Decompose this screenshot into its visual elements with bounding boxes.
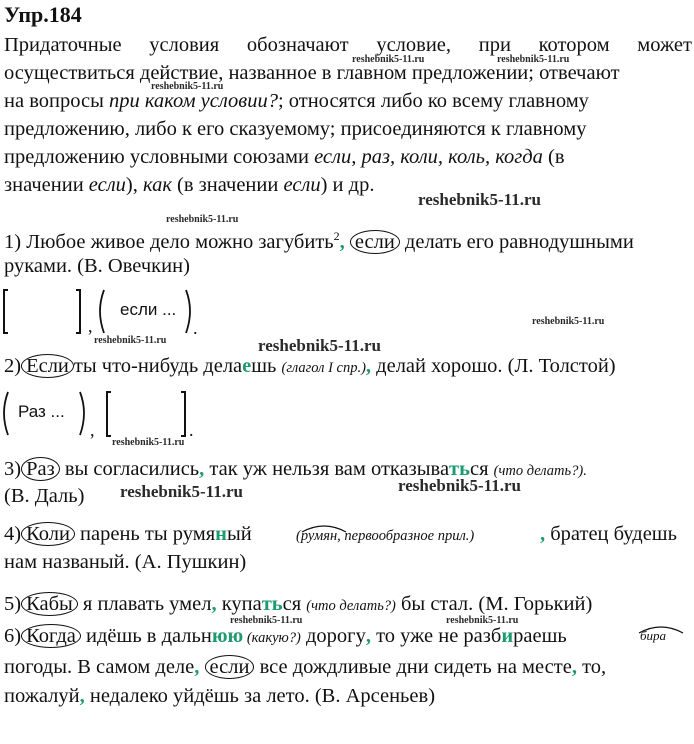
intro-word: Придаточные	[4, 34, 122, 56]
watermark: reshebnik5-11.ru	[258, 336, 381, 355]
root-word: бира	[640, 628, 667, 643]
sentence-4-tail	[540, 522, 677, 546]
text: значении	[4, 174, 89, 196]
text: ся	[282, 593, 307, 615]
highlight-letters: ть	[449, 458, 470, 480]
watermark: reshebnik5-11.ru	[398, 476, 521, 495]
exercise-title: Упр.184	[4, 2, 82, 27]
scheme-comma: ,	[90, 420, 95, 440]
text: все дождливые дни сидеть на месте	[254, 656, 572, 678]
scheme-2-clause: Раз ...	[18, 402, 65, 421]
text: 1) Любое живое дело можно загубить	[4, 230, 334, 253]
italic: если	[88, 174, 126, 196]
watermark: reshebnik5-11.ru	[120, 482, 243, 501]
root-note: (румян , первообразное прил.)	[296, 528, 474, 545]
text: шь	[251, 355, 282, 377]
grammar-note: (что делать?)	[306, 598, 396, 614]
watermark: reshebnik5-11.ru	[230, 615, 303, 626]
highlight-letter: н	[215, 523, 227, 545]
circled-conjunction: если	[350, 230, 400, 254]
root-word: румян	[300, 528, 338, 544]
grammar-note: , первообразное прил.)	[337, 528, 475, 544]
intro-line-4: предложению, либо к его сказуемому; присоединяются к главному	[4, 118, 587, 140]
comma-mark: ,	[540, 523, 546, 545]
text: предложению условными союзами	[4, 146, 315, 168]
sentence-6	[4, 624, 567, 650]
text: (в	[542, 146, 565, 168]
text: я плавать умел	[77, 593, 212, 615]
text: вы согласились	[59, 458, 200, 480]
watermark: reshebnik5-11.ru	[166, 214, 239, 225]
root-mark	[301, 528, 337, 544]
scheme-1-clause: если ...	[120, 300, 177, 319]
num: 6)	[4, 625, 22, 647]
circled-conjunction: Коли	[21, 522, 75, 546]
intro-word: обозначают	[246, 34, 349, 56]
intro-word: может	[637, 34, 692, 56]
watermark: reshebnik5-11.ru	[151, 81, 224, 92]
highlight-letter: е	[242, 355, 252, 377]
question-italic: при каком условии?	[108, 90, 278, 112]
sentence-2	[4, 354, 616, 380]
text: бы стал. (М. Горький)	[395, 593, 593, 615]
root-arc-icon	[301, 524, 347, 532]
text: недалеко уйдёшь за лето. (В. Арсеньев)	[84, 685, 436, 707]
grammar-note: (что делать?).	[493, 463, 587, 479]
root-note-2	[640, 628, 666, 644]
sentence-6-line-2	[4, 655, 606, 679]
text: купа	[216, 593, 262, 615]
text: ; относятся либо ко всему главному	[277, 90, 589, 112]
sentence-1-cont: руками. (В. Овечкин)	[4, 255, 190, 277]
comma-mark: ,	[365, 625, 371, 647]
text: идёшь в дальн	[80, 625, 212, 647]
text: делай хорошо. (Л. Толстой)	[371, 355, 616, 377]
italic: если	[283, 174, 321, 196]
scheme-comma: ,	[88, 316, 93, 336]
scheme-dot: .	[189, 420, 194, 440]
highlight-letter: и	[501, 625, 514, 647]
text: дорогу	[300, 625, 366, 647]
grammar-note: (какую?)	[243, 630, 301, 646]
text: ты что-нибудь дела	[73, 355, 243, 377]
circled-conjunction: Если	[21, 354, 74, 378]
highlight-letters: юю	[211, 625, 244, 647]
circled-conjunction: Раз	[21, 457, 60, 481]
highlight-letters: ть	[261, 593, 283, 615]
intro-word: при	[478, 34, 511, 56]
watermark: reshebnik5-11.ru	[532, 316, 605, 327]
comma-mark: ,	[339, 230, 345, 253]
num: 4)	[4, 523, 22, 545]
intro-line-2: осуществиться действие, названное в главном предложении; отвечают	[4, 62, 620, 84]
intro-word: условия	[149, 34, 220, 56]
text: братец будешь	[550, 523, 677, 545]
circled-conjunction: если	[205, 655, 255, 679]
text: пожалуй	[4, 685, 80, 707]
watermark: reshebnik5-11.ru	[94, 335, 167, 346]
text: парень ты румя	[74, 523, 216, 545]
watermark: reshebnik5-11.ru	[352, 54, 425, 65]
watermark: reshebnik5-11.ru	[418, 190, 541, 209]
circled-conjunction: Когда	[21, 624, 81, 648]
grammar-note: (глагол I спр.)	[281, 360, 366, 376]
footnote: 2	[333, 229, 340, 243]
num: 3)	[4, 458, 22, 480]
watermark: reshebnik5-11.ru	[497, 54, 570, 65]
conjunctions-italic: если, раз, коли, коль, когда	[314, 146, 543, 168]
italic: как	[143, 174, 172, 196]
watermark: reshebnik5-11.ru	[446, 615, 519, 626]
sentence-3-cont: (В. Даль)	[4, 485, 85, 507]
comma-mark: ,	[365, 355, 372, 377]
text: ) и др.	[320, 174, 375, 196]
sentence-4-cont: нам названый. (А. Пушкин)	[4, 551, 247, 573]
sentence-4	[4, 522, 252, 546]
text: то,	[576, 656, 607, 678]
watermark: reshebnik5-11.ru	[112, 437, 185, 448]
text: ),	[125, 174, 143, 196]
comma-mark: ,	[194, 656, 200, 678]
root-arc-icon	[638, 625, 684, 633]
text: так уж нельзя вам отказыва	[204, 458, 450, 480]
sentence-6-line-3	[4, 684, 435, 708]
comma-mark: ,	[79, 685, 85, 707]
intro-word: котором	[538, 34, 610, 56]
circled-conjunction: Кабы	[21, 592, 78, 616]
comma-mark: ,	[199, 458, 205, 480]
text: (в значении	[171, 174, 284, 196]
text: то уже не разб	[370, 625, 502, 647]
text: делать его равнодушными	[404, 230, 634, 253]
text: ся	[469, 458, 494, 480]
text: ый	[226, 523, 252, 545]
text: раешь	[513, 625, 567, 647]
text: погоды. В самом деле	[4, 656, 195, 678]
comma-mark: ,	[571, 656, 577, 678]
scheme-dot: .	[193, 318, 198, 338]
num: 2)	[4, 355, 22, 377]
comma-mark: ,	[211, 593, 217, 615]
text: на вопросы	[4, 90, 109, 112]
num: 5)	[4, 593, 22, 615]
intro-word: условие,	[376, 34, 452, 56]
